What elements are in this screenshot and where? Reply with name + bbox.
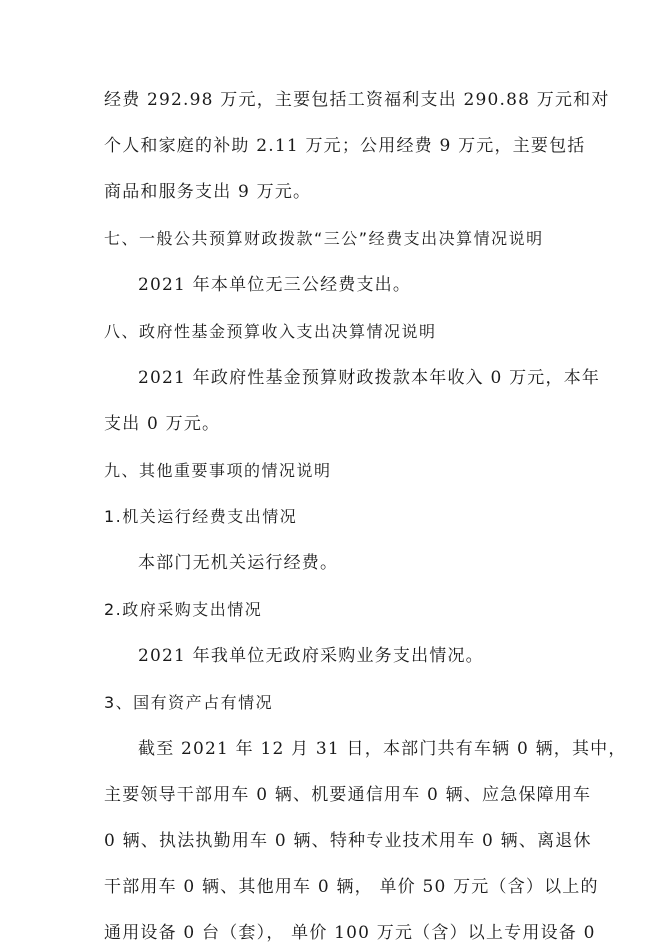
section-9-sub-3-body-line-1: 截至 2021 年 12 月 31 日，本部门共有车辆 0 辆，其中， xyxy=(138,739,627,759)
section-9-sub-2-heading: 2.政府采购支出情况 xyxy=(104,600,263,619)
section-7-heading: 七、一般公共预算财政拨款“三公”经费支出决算情况说明 xyxy=(104,229,544,248)
section-9-sub-1-body: 本部门无机关运行经费。 xyxy=(138,553,339,573)
section-9-sub-3-heading: 3、国有资产占有情况 xyxy=(104,693,274,712)
section-7-body-line-1: 2021 年本单位无三公经费支出。 xyxy=(138,275,412,295)
intro-line-2: 个人和家庭的补助 2.11 万元；公用经费 9 万元，主要包括 xyxy=(104,136,586,156)
section-8-body-line-2: 支出 0 万元。 xyxy=(104,414,221,434)
section-9-sub-2-body: 2021 年我单位无政府采购业务支出情况。 xyxy=(138,646,484,666)
section-9-heading: 九、其他重要事项的情况说明 xyxy=(104,461,332,480)
intro-line-1: 经费 292.98 万元，主要包括工资福利支出 290.88 万元和对 xyxy=(104,90,610,110)
intro-line-3: 商品和服务支出 9 万元。 xyxy=(104,182,312,202)
section-9-sub-3-body-line-3: 0 辆、执法执勤用车 0 辆、特种专业技术用车 0 辆、离退休 xyxy=(104,831,592,851)
section-8-heading: 八、政府性基金预算收入支出决算情况说明 xyxy=(104,322,437,341)
section-9-sub-3-body-line-4: 干部用车 0 辆、其他用车 0 辆， 单价 50 万元（含）以上的 xyxy=(104,877,599,897)
section-8-body-line-1: 2021 年政府性基金预算财政拨款本年收入 0 万元，本年 xyxy=(138,368,601,388)
section-9-sub-1-heading: 1.机关运行经费支出情况 xyxy=(104,507,298,526)
section-9-sub-3-body-line-2: 主要领导干部用车 0 辆、机要通信用车 0 辆、应急保障用车 xyxy=(104,785,592,805)
section-9-sub-3-body-line-5: 通用设备 0 台（套）， 单价 100 万元（含）以上专用设备 0 xyxy=(104,923,596,943)
